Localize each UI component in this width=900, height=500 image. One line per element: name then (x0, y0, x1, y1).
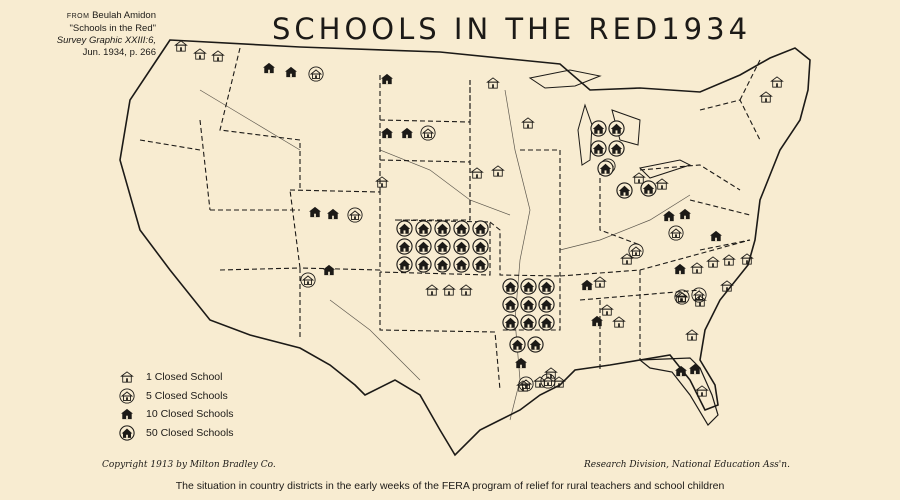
lake-michigan (578, 105, 592, 165)
research-credit: Research Division, National Education Ass'n. (584, 460, 790, 470)
markers-fifty-closed-schools (397, 121, 656, 352)
lake-superior (530, 70, 600, 88)
source-publication: Survey Graphic XXIII:6, (56, 35, 156, 46)
ten-closed-schools-icon (118, 406, 136, 422)
legend-label: 10 Closed Schools (146, 408, 234, 421)
legend-label: 1 Closed School (146, 371, 223, 384)
source-author: Beulah Amidon (92, 10, 156, 21)
map-title (272, 12, 751, 46)
markers-one-closed-school (175, 41, 782, 396)
copyright-credit: Copyright 1913 by Milton Bradley Co. (102, 460, 276, 470)
one-closed-school-icon (118, 369, 136, 385)
legend-item-ten (118, 405, 234, 424)
legend-label: 5 Closed Schools (146, 389, 228, 402)
map-title-text: SCHOOLS IN THE RED (272, 12, 662, 46)
source-from-label: FROM (66, 13, 90, 20)
legend (118, 368, 234, 442)
legend-item-five (118, 387, 234, 406)
fifty-closed-schools-icon (118, 425, 136, 441)
lake-erie (640, 160, 690, 178)
source-date-page: Jun. 1934, p. 266 (82, 47, 156, 58)
markers-ten-closed-schools (263, 63, 722, 376)
map-caption: The situation in country districts in the early weeks of the FERA program of relief for rural teachers and school children (175, 480, 725, 492)
source-citation (6, 10, 156, 59)
legend-item-fifty (118, 424, 234, 443)
legend-label: 50 Closed Schools (146, 426, 234, 439)
map-title-year: 1934 (661, 12, 752, 46)
five-closed-schools-icon (118, 388, 136, 404)
source-article: "Schools in the Red" (69, 23, 156, 34)
legend-item-one (118, 368, 234, 387)
markers-five-closed-schools (301, 67, 706, 391)
